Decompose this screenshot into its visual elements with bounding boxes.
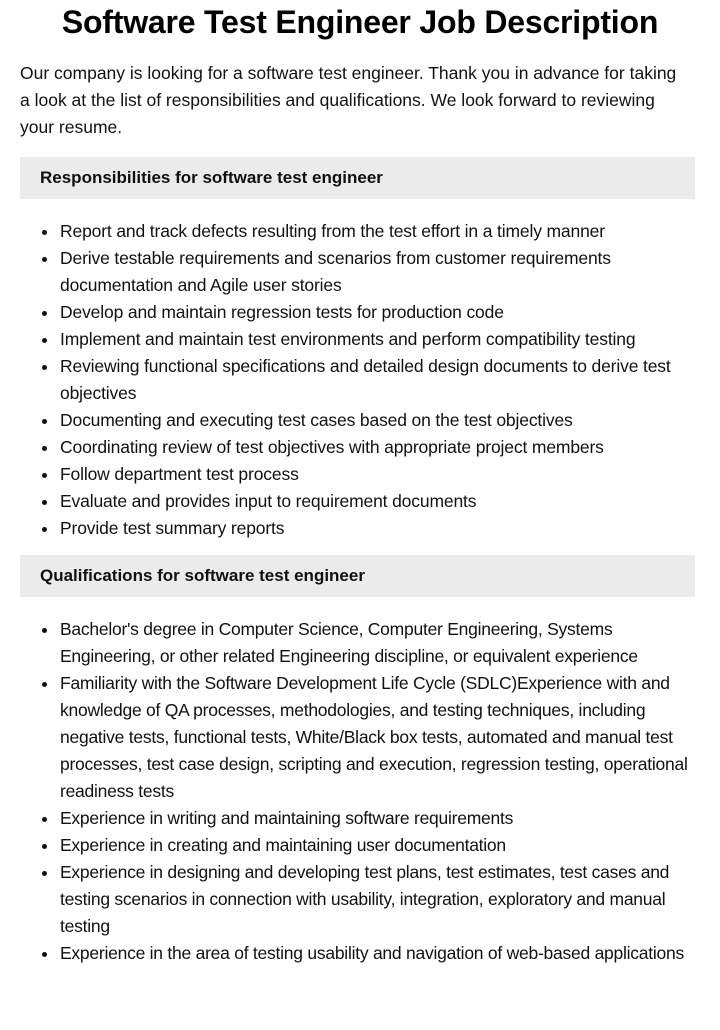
list-item xyxy=(20,434,700,461)
bullet-icon xyxy=(42,230,47,235)
bullet-icon xyxy=(42,446,47,451)
bullet-icon xyxy=(42,817,47,822)
list-item-text: Experience in designing and developing test plans, test estimates, test cases and testing scenarios in connection with usability, integration, exploratory and manual testing xyxy=(60,862,670,936)
list-item xyxy=(20,616,700,670)
bullet-icon xyxy=(42,682,47,687)
list-item-text: Provide test summary reports xyxy=(60,518,285,538)
list-item-text: Derive testable requirements and scenarios from customer requirements documentation and Agile user stories xyxy=(60,248,611,295)
list-item xyxy=(20,353,700,407)
bullet-icon xyxy=(42,419,47,424)
qualifications-list xyxy=(20,597,700,980)
bullet-icon xyxy=(42,473,47,478)
list-item xyxy=(20,940,700,967)
list-item-text: Experience in writing and maintaining software requirements xyxy=(60,808,514,828)
bullet-icon xyxy=(42,365,47,370)
list-item-text: Coordinating review of test objectives with appropriate project members xyxy=(60,437,604,457)
list-item xyxy=(20,670,700,805)
intro-paragraph: Our company is looking for a software test engineer. Thank you in advance for taking a look at the list of responsibilities and qualifications. We look forward to reviewing your resume. xyxy=(20,63,677,137)
list-item-text: Familiarity with the Software Development Life Cycle (SDLC)Experience with and knowledge of QA processes, methodologies, and testing techniques, including negative tests, functional tests, White/Black box tests, automated and manual test processes, test case design, scripting and execution, regression testing, operational readiness tests xyxy=(60,673,688,801)
list-item-text: Experience in the area of testing usability and navigation of web-based applications xyxy=(60,943,684,963)
list-item xyxy=(20,326,700,353)
page-title: Software Test Engineer Job Description xyxy=(61,4,659,40)
bullet-icon xyxy=(42,500,47,505)
bullet-icon xyxy=(42,871,47,876)
list-item xyxy=(20,805,700,832)
list-item-text: Follow department test process xyxy=(60,464,299,484)
list-item-text: Report and track defects resulting from the test effort in a timely manner xyxy=(60,221,605,241)
list-item-text: Reviewing functional specifications and detailed design documents to derive test objectives xyxy=(60,356,671,403)
bullet-icon xyxy=(42,338,47,343)
bullet-icon xyxy=(42,257,47,262)
bullet-icon xyxy=(42,628,47,633)
list-item xyxy=(20,245,700,299)
list-item xyxy=(20,299,700,326)
list-item-text: Implement and maintain test environments and perform compatibility testing xyxy=(60,329,636,349)
list-item-text: Bachelor's degree in Computer Science, Computer Engineering, Systems Engineering, or other related Engineering discipline, or equivalent experience xyxy=(60,619,638,666)
list-item xyxy=(20,218,700,245)
list-item-text: Develop and maintain regression tests for production code xyxy=(60,302,504,322)
responsibilities-section xyxy=(20,157,700,555)
bullet-icon xyxy=(42,527,47,532)
list-item-text: Experience in creating and maintaining user documentation xyxy=(60,835,506,855)
bullet-icon xyxy=(42,952,47,957)
list-item xyxy=(20,407,700,434)
list-item-text: Evaluate and provides input to requirement documents xyxy=(60,491,477,511)
list-item xyxy=(20,488,700,515)
list-item-text: Documenting and executing test cases based on the test objectives xyxy=(60,410,573,430)
section-header-qualifications: Qualifications for software test engineer xyxy=(20,555,695,597)
bullet-icon xyxy=(42,844,47,849)
list-item xyxy=(20,832,700,859)
list-item xyxy=(20,461,700,488)
list-item xyxy=(20,515,700,542)
section-header-responsibilities: Responsibilities for software test engineer xyxy=(20,157,695,199)
qualifications-section xyxy=(20,555,700,980)
bullet-icon xyxy=(42,311,47,316)
list-item xyxy=(20,859,700,940)
responsibilities-list xyxy=(20,199,700,555)
